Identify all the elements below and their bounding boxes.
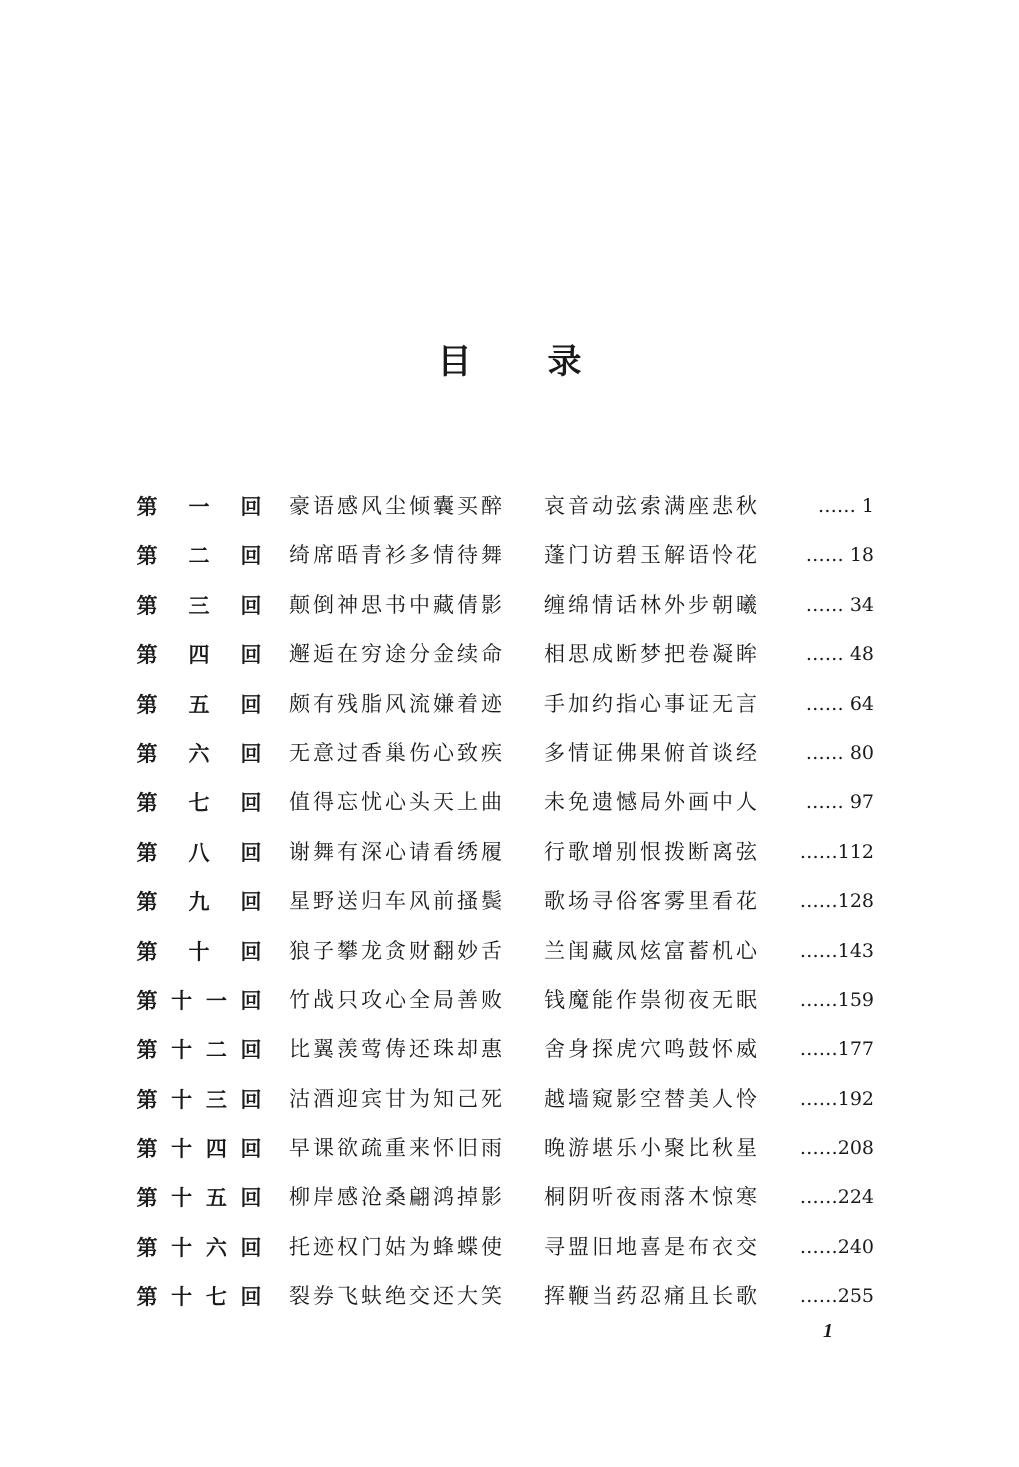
toc-entry (134, 1223, 874, 1272)
chapter-title-second-line: 舍身探虎穴鸣鼓怀威 (544, 1037, 760, 1062)
chapter-title-second-line: 挥鞭当药忍痛且长歌 (544, 1284, 760, 1309)
chapter-title-first-line: 无意过香巢伤心致疾 (289, 740, 505, 765)
chapter-number-char: 第 (136, 1185, 158, 1211)
chapter-title-second-line: 未免遗憾局外画中人 (544, 790, 760, 815)
chapter-number-char: 回 (240, 1037, 262, 1063)
page-reference: ……159 (799, 988, 874, 1011)
chapter-title-second-line: 蓬门访碧玉解语怜花 (544, 543, 760, 568)
chapter-number-char: 回 (240, 1284, 262, 1310)
chapter-title-second-line: 越墙窥影空替美人怜 (544, 1086, 760, 1111)
chapter-title-second-line: 桐阴听夜雨落木惊寒 (544, 1185, 760, 1210)
toc-entry (134, 927, 874, 976)
chapter-title-second-line: 哀音动弦索满座悲秋 (544, 494, 760, 518)
chapter-number (134, 828, 264, 877)
chapter-title-first-line: 早课欲疏重来怀旧雨 (289, 1136, 505, 1161)
chapter-number-char: 十 (171, 1136, 193, 1162)
chapter-number (134, 630, 264, 679)
page-reference: ……112 (799, 840, 874, 863)
chapter-number-char: 回 (240, 494, 262, 519)
chapter-number-char: 第 (136, 740, 158, 766)
chapter-number-char: 第 (136, 1086, 158, 1112)
page-reference: ……177 (799, 1038, 874, 1061)
chapter-number-char: 回 (240, 1136, 262, 1162)
chapter-number-char: 七 (205, 1284, 227, 1310)
chapter-title-second-line: 缠绵情话林外步朝曦 (544, 592, 760, 617)
chapter-number-char: 第 (136, 1234, 158, 1260)
chapter-number-char: 九 (188, 889, 210, 915)
chapter-number (134, 1124, 264, 1173)
chapter-number (134, 1173, 264, 1222)
chapter-number-char: 第 (136, 1136, 158, 1162)
toc-entry (134, 877, 874, 926)
toc-entry (134, 1025, 874, 1074)
chapter-title-first-line: 比翼羡莺俦还珠却惠 (289, 1037, 505, 1062)
page-reference: ……192 (799, 1087, 874, 1110)
chapter-number (134, 482, 264, 531)
chapter-title-first-line: 竹战只攻心全局善败 (289, 987, 505, 1012)
chapter-title-second-line: 行歌增别恨拨断离弦 (544, 839, 760, 864)
chapter-title-second-line: 歌场寻俗客雾里看花 (544, 889, 760, 914)
page-number: 1 (823, 1320, 833, 1342)
chapter-number-char: 回 (240, 1185, 262, 1211)
chapter-number-char: 第 (136, 987, 158, 1013)
toc-entry (134, 630, 874, 679)
chapter-number-char: 七 (188, 790, 210, 816)
chapter-number-char: 回 (240, 889, 262, 915)
chapter-number (134, 1223, 264, 1272)
page-reference: …… 1 (817, 495, 874, 517)
toc-entry (134, 729, 874, 778)
toc-entry (134, 1272, 874, 1321)
chapter-number-char: 第 (136, 691, 158, 717)
chapter-number-char: 十 (171, 1234, 193, 1260)
chapter-title-first-line: 谢舞有深心请看绣履 (289, 839, 505, 864)
table-of-contents (134, 482, 874, 1322)
chapter-number-char: 十 (171, 1284, 193, 1310)
toc-entry (134, 828, 874, 877)
chapter-number-char: 三 (188, 592, 210, 618)
chapter-number-char: 回 (240, 642, 262, 668)
chapter-number (134, 778, 264, 827)
page-title (0, 340, 1019, 384)
title-char-1: 目 (437, 342, 472, 382)
chapter-title-first-line: 柳岸感沧桑翩鸿掉影 (289, 1185, 505, 1210)
chapter-number-char: 四 (188, 642, 210, 668)
chapter-number-char: 五 (188, 691, 210, 717)
chapter-title-first-line: 豪语感风尘倾囊买醉 (289, 494, 505, 518)
chapter-title-second-line: 相思成断梦把卷凝眸 (544, 642, 760, 667)
chapter-number-char: 回 (240, 543, 262, 569)
chapter-title-second-line: 寻盟旧地喜是布衣交 (544, 1234, 760, 1259)
chapter-number (134, 976, 264, 1025)
chapter-number-char: 第 (136, 543, 158, 569)
chapter-number-char: 一 (188, 494, 210, 519)
chapter-title-first-line: 绮席晤青衫多情待舞 (289, 543, 505, 568)
chapter-number-char: 第 (136, 494, 158, 519)
chapter-number-char: 八 (188, 839, 210, 865)
toc-entry (134, 1124, 874, 1173)
chapter-number-char: 六 (205, 1234, 227, 1260)
chapter-number-char: 二 (188, 543, 210, 569)
chapter-number-char: 二 (205, 1037, 227, 1063)
chapter-number (134, 927, 264, 976)
chapter-number (134, 1272, 264, 1321)
chapter-number-char: 第 (136, 1284, 158, 1310)
page-reference: ……240 (799, 1235, 874, 1258)
chapter-number-char: 第 (136, 889, 158, 915)
chapter-number (134, 1025, 264, 1074)
chapter-title-second-line: 兰闺藏凤炫富蓄机心 (544, 938, 760, 963)
chapter-title-first-line: 沽酒迎宾甘为知己死 (289, 1086, 505, 1111)
chapter-number-char: 十 (171, 987, 193, 1013)
page-reference: ……143 (799, 939, 874, 962)
chapter-title-second-line: 手加约指心事证无言 (544, 691, 760, 716)
chapter-title-first-line: 托迹权门姑为蜂蝶使 (289, 1234, 505, 1259)
chapter-number-char: 回 (240, 1234, 262, 1260)
chapter-title-first-line: 星野送归车风前搔鬓 (289, 889, 505, 914)
chapter-number-char: 回 (240, 987, 262, 1013)
chapter-number-char: 十 (171, 1086, 193, 1112)
chapter-number-char: 回 (240, 592, 262, 618)
toc-entry (134, 778, 874, 827)
chapter-number-char: 三 (205, 1086, 227, 1112)
chapter-number (134, 531, 264, 580)
chapter-title-first-line: 颇有残脂风流嫌着迹 (289, 691, 505, 716)
title-char-2: 录 (547, 342, 582, 382)
chapter-title-first-line: 裂券飞蚨绝交还大笑 (289, 1284, 505, 1309)
chapter-number-char: 一 (205, 987, 227, 1013)
page-reference: ……255 (799, 1285, 874, 1308)
page-reference: …… 18 (805, 544, 874, 567)
page-reference: ……208 (799, 1137, 874, 1160)
chapter-number-char: 回 (240, 740, 262, 766)
toc-entry (134, 482, 874, 531)
toc-entry (134, 1173, 874, 1222)
chapter-number (134, 1075, 264, 1124)
page-reference: …… 48 (805, 643, 874, 666)
chapter-title-second-line: 钱魔能作祟彻夜无眠 (544, 987, 760, 1012)
chapter-title-second-line: 晚游堪乐小聚比秋星 (544, 1136, 760, 1161)
chapter-number-char: 十 (171, 1037, 193, 1063)
chapter-number-char: 十 (188, 938, 210, 964)
toc-entry (134, 1075, 874, 1124)
chapter-number-char: 第 (136, 1037, 158, 1063)
chapter-number-char: 六 (188, 740, 210, 766)
chapter-number-char: 回 (240, 691, 262, 717)
chapter-number-char: 第 (136, 790, 158, 816)
page-reference: ……128 (799, 890, 874, 913)
toc-entry (134, 581, 874, 630)
chapter-number (134, 581, 264, 630)
toc-entry (134, 976, 874, 1025)
chapter-number-char: 回 (240, 938, 262, 964)
chapter-number-char: 回 (240, 1086, 262, 1112)
page-reference: …… 34 (805, 593, 874, 616)
chapter-number-char: 第 (136, 839, 158, 865)
chapter-number-char: 五 (205, 1185, 227, 1211)
chapter-title-first-line: 狼子攀龙贪财翻妙舌 (289, 938, 505, 963)
chapter-number-char: 回 (240, 839, 262, 865)
chapter-number (134, 680, 264, 729)
chapter-title-second-line: 多情证佛果俯首谈经 (544, 740, 760, 765)
chapter-number-char: 第 (136, 938, 158, 964)
page-reference: ……224 (799, 1186, 874, 1209)
chapter-number-char: 四 (205, 1136, 227, 1162)
chapter-number-char: 第 (136, 642, 158, 668)
chapter-number-char: 回 (240, 790, 262, 816)
chapter-number-char: 第 (136, 592, 158, 618)
chapter-title-first-line: 邂逅在穷途分金续命 (289, 642, 505, 667)
toc-entry (134, 680, 874, 729)
page-reference: …… 64 (805, 692, 874, 715)
chapter-title-first-line: 颠倒神思书中藏倩影 (289, 592, 505, 617)
chapter-number (134, 877, 264, 926)
chapter-number (134, 729, 264, 778)
page-reference: …… 97 (805, 791, 874, 814)
chapter-title-first-line: 值得忘忧心头天上曲 (289, 790, 505, 815)
page-reference: …… 80 (805, 741, 874, 764)
chapter-number-char: 十 (171, 1185, 193, 1211)
toc-entry (134, 531, 874, 580)
